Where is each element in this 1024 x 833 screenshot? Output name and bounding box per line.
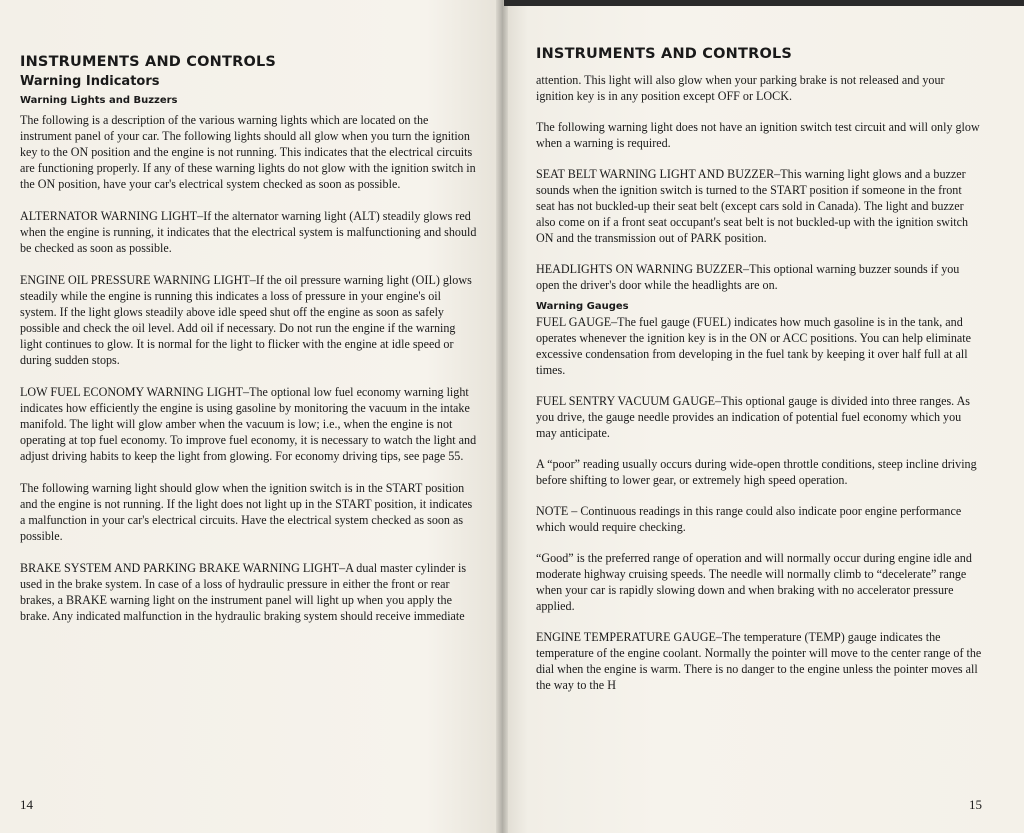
paragraph: The following is a description of the various warning lights which are located on the instrument panel of your car. The following lights should all glow when you turn the ignition key to the ON position and the engine is not running. This indicates that the electrical circuits are functioning properly. If any of these warning lights do not glow with the ignition switch in the ON position, have your car's electrical system checked as soon as possible.: [20, 113, 476, 191]
paragraph: A “poor” reading usually occurs during wide-open throttle conditions, steep incline driving before shifting to lower gear, or extremely high speed operation.: [536, 457, 977, 487]
paragraph: NOTE – Continuous readings in this range could also indicate poor engine performance which would require checking.: [536, 504, 962, 534]
paragraph: FUEL SENTRY VACUUM GAUGE–This optional gauge is divided into three ranges. As you drive, the gauge needle provides an indication of potential fuel economy which you may anticipate.: [536, 394, 971, 440]
left-page: [0, 0, 502, 833]
page-number: 14: [20, 797, 33, 812]
paragraph: FUEL GAUGE–The fuel gauge (FUEL) indicates how much gasoline is in the tank, and operates whenever the ignition key is in the ON or ACC positions. You can help eliminate excessive condensation from developing in the fuel tank by keeping it over half full at all times.: [536, 315, 971, 377]
paragraph: The following warning light does not have an ignition switch test circuit and will only glow when a warning is required.: [536, 120, 980, 150]
right-page: [502, 0, 1024, 833]
page-edge-shadow: [504, 0, 1024, 6]
paragraph: attention. This light will also glow when your parking brake is not released and your ignition key is in any position except OFF or LOCK.: [536, 73, 945, 103]
page-number: 15: [969, 797, 982, 812]
paragraph: SEAT BELT WARNING LIGHT AND BUZZER–This warning light glows and a buzzer sounds when the ignition switch is turned to the START position if someone in the front seat has not buckled-up their seat belt (except cars sold in Canada). The light and buzzer also come on if a front seat occupant's seat belt is not buckled-up with the ignition switch ON and the transmission out of PARK position.: [536, 167, 969, 245]
paragraph: ALTERNATOR WARNING LIGHT–If the alternator warning light (ALT) steadily glows red when the engine is running, it indicates that the electrical system is malfunctioning and should be checked as soon as possible.: [20, 209, 477, 255]
paragraph: ENGINE OIL PRESSURE WARNING LIGHT–If the oil pressure warning light (OIL) glows steadily while the engine is running this indicates a loss of pressure in your engine's oil system. If the light glows steadily above idle speed shut off the engine as soon as safely possible and check the oil level. Add oil if necessary. Do not run the engine if the warning light continues to glow. It is normal for the light to flicker with the engine at idle speed or during sudden stops.: [20, 273, 472, 367]
paragraph: HEADLIGHTS ON WARNING BUZZER–This optional warning buzzer sounds if you open the driver's door while the headlights are on.: [536, 262, 960, 292]
page-header: INSTRUMENTS AND CONTROLS: [20, 54, 277, 70]
subsection-heading: Warning Gauges: [536, 301, 629, 312]
paragraph: “Good” is the preferred range of operation and will normally occur during engine idle and moderate highway cruising speeds. The needle will normally climb to “decelerate” range when your car is rapidly slowing down and when braking with no accelerator pressure applied.: [536, 551, 972, 613]
book-gutter: [496, 0, 508, 833]
paragraph: LOW FUEL ECONOMY WARNING LIGHT–The optional low fuel economy warning light indicates how efficiently the engine is using gasoline by monitoring the vacuum in the intake manifold. The light will glow amber when the vacuum is low; i.e., when the engine is not operating at top fuel economy. To improve fuel economy, it is necessary to watch the light and adjust driving habits to keep the light from glowing. For economy driving tips, see page 55.: [20, 385, 477, 463]
subsection-heading: Warning Lights and Buzzers: [20, 95, 178, 106]
paragraph: BRAKE SYSTEM AND PARKING BRAKE WARNING LIGHT–A dual master cylinder is used in the brake system. In case of a loss of hydraulic pressure in either the front or rear brakes, a BRAKE warning light on the instrument panel will light up when you apply the brake. Any indicated malfunction in the hydraulic braking system should receive immediate: [20, 561, 467, 623]
page-header: INSTRUMENTS AND CONTROLS: [536, 46, 793, 62]
section-heading: Warning Indicators: [20, 74, 160, 89]
paragraph: The following warning light should glow when the ignition switch is in the START position and the engine is not running. If the light does not light up in the START position, it indicates a malfunction in your car's electrical circuits. Have the electrical system checked as soon as possible.: [20, 481, 473, 543]
paragraph: ENGINE TEMPERATURE GAUGE–The temperature (TEMP) gauge indicates the temperature of the engine coolant. Normally the pointer will move to the center range of the dial when the engine is warm. There is no danger to the engine unless the pointer moves all the way to the H: [536, 630, 982, 692]
